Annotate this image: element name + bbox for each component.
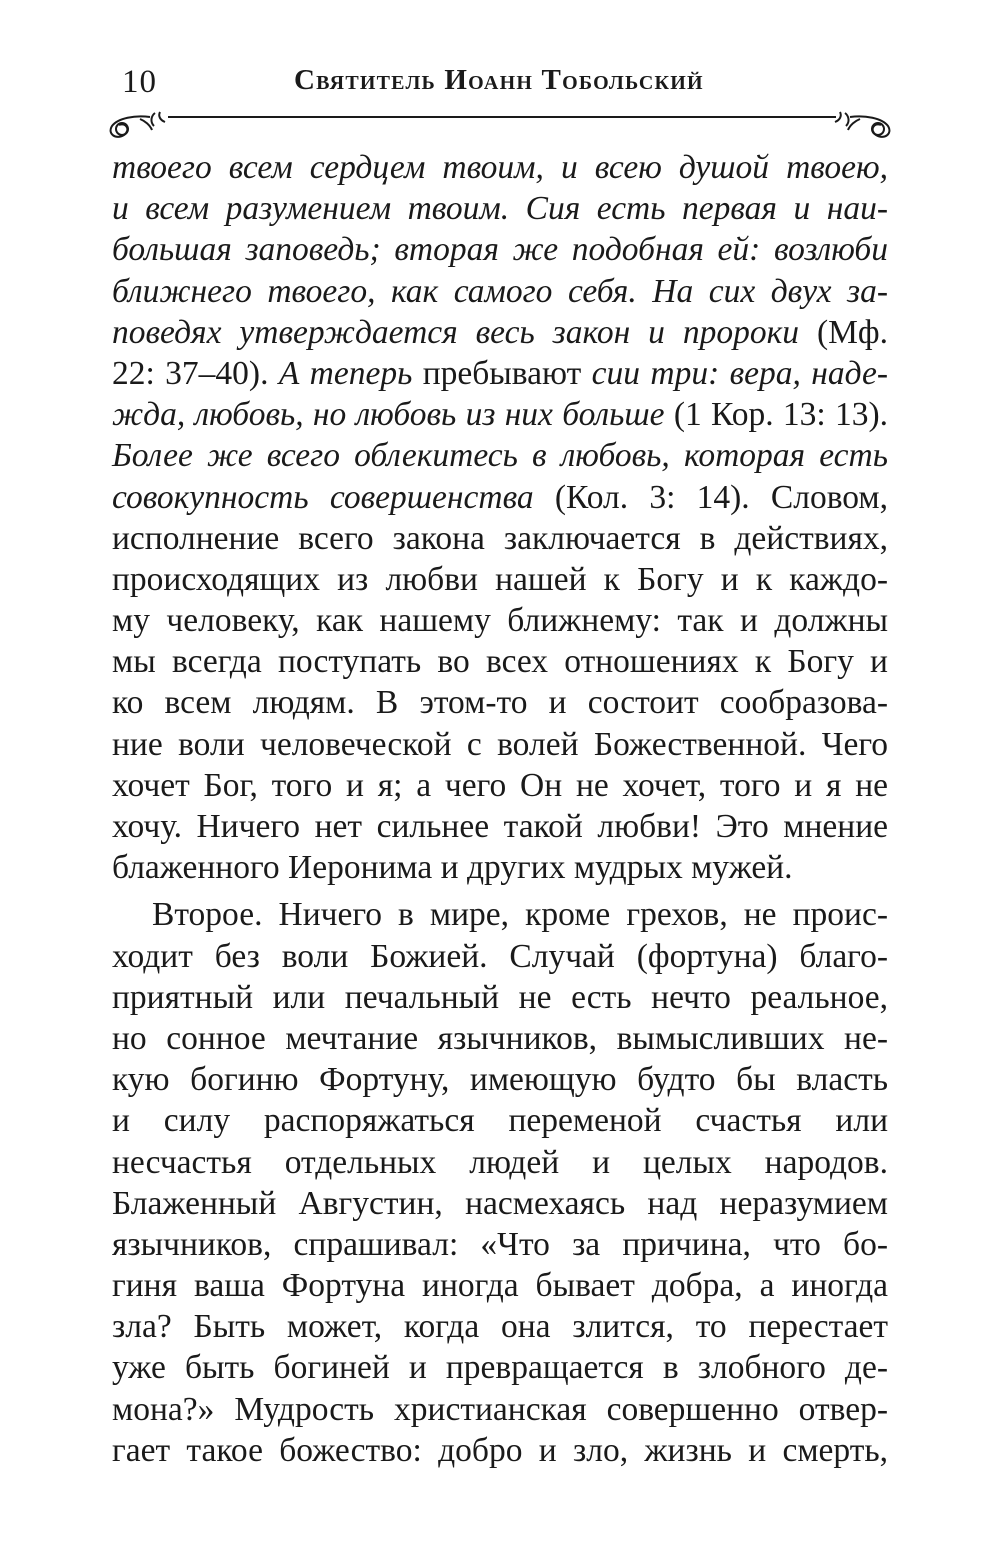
- page-number: 10: [122, 64, 157, 100]
- running-title: Святитель Иоанн Тобольский: [294, 64, 704, 96]
- text-line: язычников, спрашивал: «Что за причина, что бо-: [112, 1225, 888, 1263]
- left-scroll-ornament-icon: [111, 112, 165, 137]
- text-line: Второе. Ничего в мире, кроме грехов, не проис-: [152, 896, 888, 934]
- page-header: [108, 62, 894, 110]
- text-line: 22: 37–40). А теперь пребывают сии три: вера, наде-: [112, 354, 889, 392]
- text-line: совокупность совершенства (Кол. 3: 14). Словом,: [112, 478, 888, 516]
- text-line: но сонное мечтание язычников, вымысливших не-: [112, 1019, 888, 1057]
- text-line: ходит без воли Божией. Случай (фортуна) благо-: [112, 937, 888, 975]
- text-line: жда, любовь, но любовь из них больше (1 Кор. 13: 13).: [112, 396, 889, 434]
- text-line: Блаженный Августин, насмехаясь над неразумием: [112, 1184, 888, 1222]
- text-line: и силу распоряжаться переменой счастья или: [112, 1102, 888, 1140]
- text-line: зла? Быть может, когда она злится, то перестает: [112, 1308, 888, 1346]
- text-line: происходящих из любви нашей к Богу и к каждо-: [112, 560, 888, 598]
- text-line: приятный или печальный не есть нечто реальное,: [112, 978, 888, 1016]
- text-line: и всем разумением твоим. Сия есть первая и наи-: [112, 190, 888, 228]
- text-line: кую богиню Фортуну, имеющую будто бы власть: [112, 1061, 888, 1099]
- text-line: блаженного Иеронима и других мудрых мужей.: [112, 849, 793, 887]
- text-line: твоего всем сердцем твоим, и всею душой твоею,: [112, 149, 888, 186]
- body-text: [112, 147, 888, 1471]
- text-line: Более же всего облекитесь в любовь, которая есть: [112, 437, 888, 475]
- text-line: мы всегда поступать во всех отношениях к Богу и: [112, 643, 888, 681]
- text-line: ко всем людям. В этом-то и состоит сообразова-: [112, 684, 888, 722]
- text-line: поведях утверждается весь закон и пророки (Мф.: [112, 313, 888, 351]
- text-line: мона?» Мудрость христианская совершенно отвер-: [112, 1390, 888, 1428]
- text-line: ние воли человеческой с волей Божественной. Чего: [112, 725, 888, 763]
- text-line: хочу. Ничего нет сильнее такой любви! Это мнение: [112, 808, 888, 845]
- text-line: большая заповедь; вторая же подобная ей: возлюби: [112, 231, 888, 269]
- text-line: исполнение всего закона заключается в действиях,: [112, 519, 888, 557]
- text-line: гиня ваша Фортуна иногда бывает добра, а иногда: [112, 1267, 888, 1305]
- header-rule: [0, 104, 1000, 144]
- text-line: му человеку, как нашему ближнему: так и должны: [112, 602, 888, 640]
- text-line: хочет Бог, того и я; а чего Он не хочет, того и я не: [112, 766, 888, 804]
- right-scroll-ornament-icon: [835, 112, 889, 137]
- text-line: гает такое божество: добро и зло, жизнь и смерть,: [112, 1431, 888, 1469]
- text-line: уже быть богиней и превращается в злобного де-: [112, 1349, 888, 1387]
- text-line: ближнего твоего, как самого себя. На сих двух за-: [112, 272, 888, 310]
- text-line: несчастья отдельных людей и целых народов.: [112, 1143, 888, 1181]
